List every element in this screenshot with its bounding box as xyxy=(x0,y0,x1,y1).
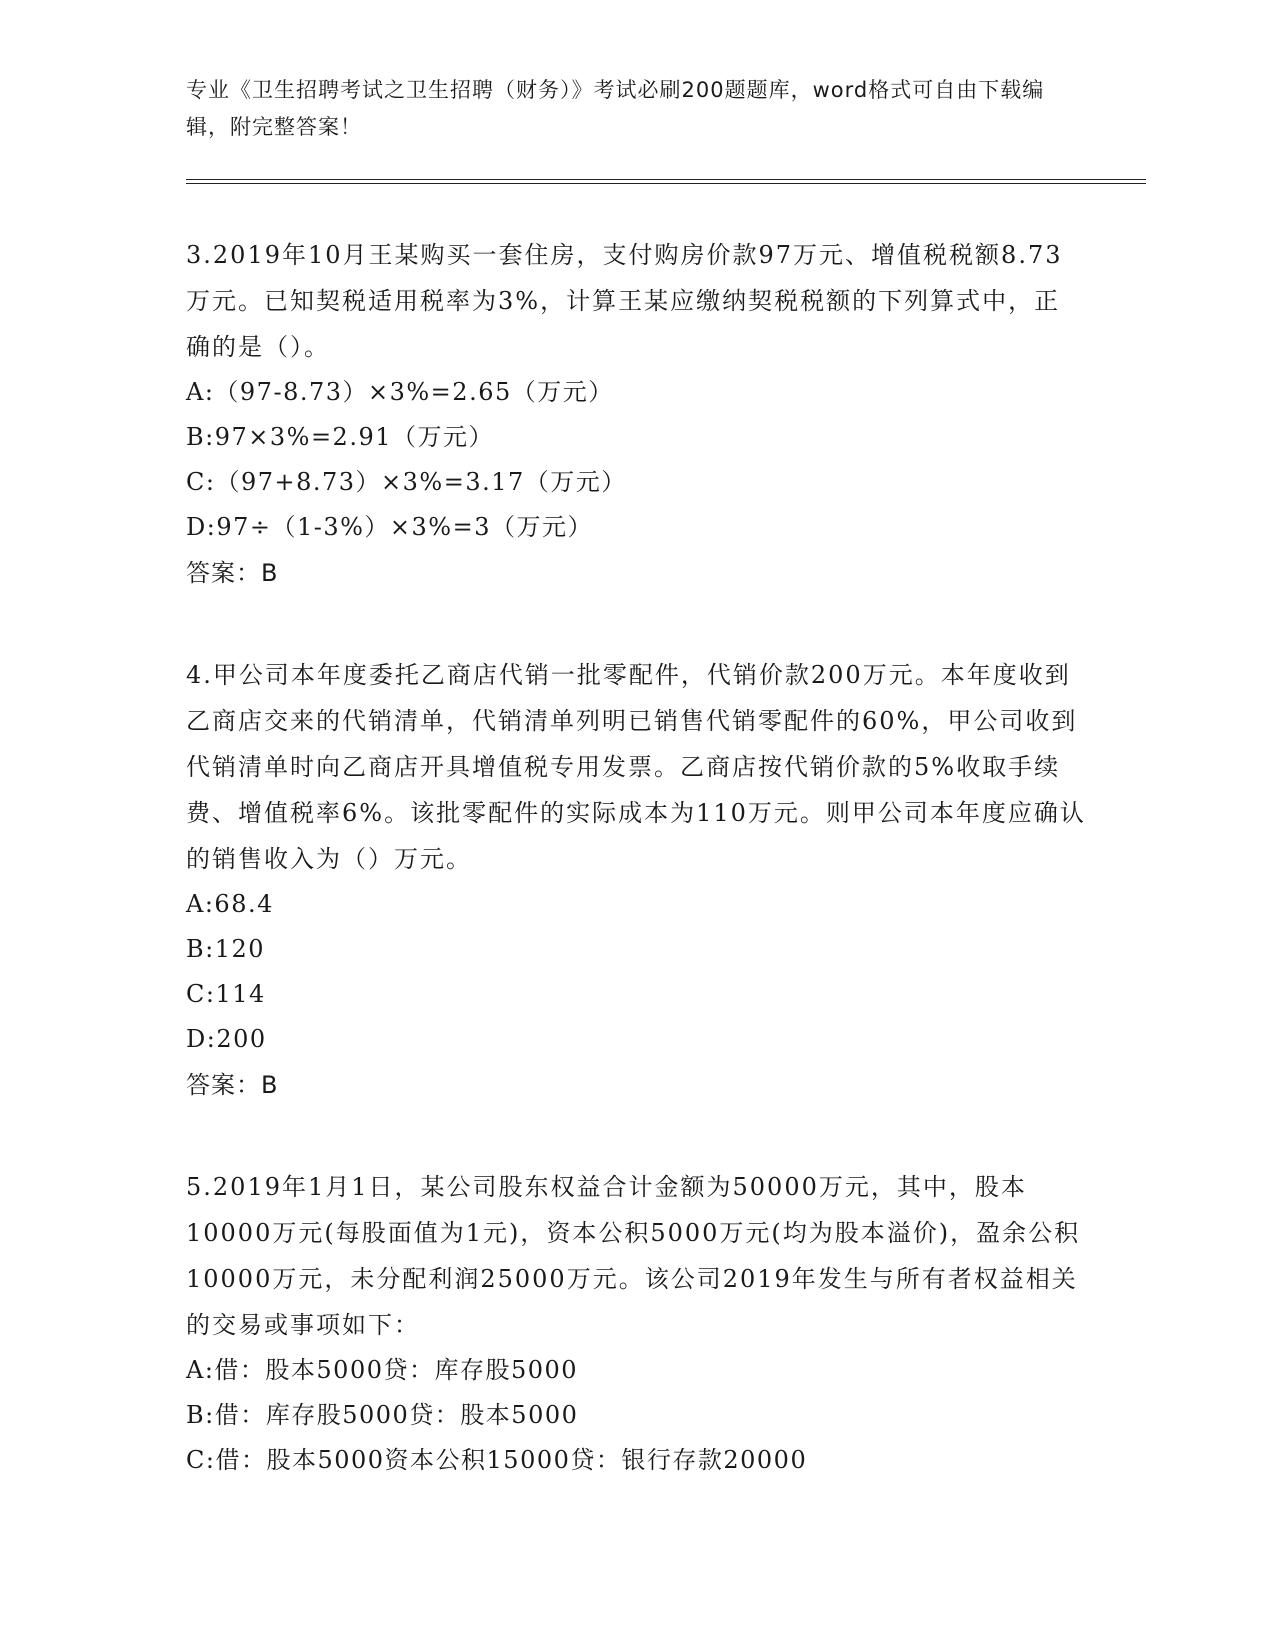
document-header: 专业《卫生招聘考试之卫生招聘（财务）》考试必刷200题题库，word格式可自由下载编辑，附完整答案！ xyxy=(186,78,1045,139)
answer-line: 答案：B xyxy=(186,559,279,587)
option-c: C:114 xyxy=(186,980,266,1008)
option-a: A:（97-8.73）×3%=2.65（万元） xyxy=(186,378,614,406)
option-c: C:借：股本5000资本公积15000贷：银行存款20000 xyxy=(186,1446,808,1474)
question-stem: 4.甲公司本年度委托乙商店代销一批零配件，代销价款200万元。本年度收到乙商店交来的代销清单，代销清单列明已销售代销零配件的60%，甲公司收到代销清单时向乙商店开具增值税专用发票。乙商店按代销价款的5%收取手续费、增值税率6%。该批零配件的实际成本为110万元。则甲公司本年度应确认的销售收入为（）万元。 xyxy=(186,661,1086,873)
question-5 xyxy=(186,1164,1146,1483)
answer-line: 答案：B xyxy=(186,1071,279,1099)
option-c: C:（97+8.73）×3%=3.17（万元） xyxy=(186,468,627,496)
question-3 xyxy=(186,232,1146,596)
option-a: A:68.4 xyxy=(186,890,274,918)
question-4 xyxy=(186,652,1146,1108)
option-d: D:97÷（1-3%）×3%=3（万元） xyxy=(186,513,593,541)
option-a: A:借：股本5000贷：库存股5000 xyxy=(186,1356,579,1384)
option-b: B:借：库存股5000贷：股本5000 xyxy=(186,1401,579,1429)
question-stem: 3.2019年10月王某购买一套住房，支付购房价款97万元、增值税税额8.73万元。已知契税适用税率为3%，计算王某应缴纳契税税额的下列算式中，正确的是（）。 xyxy=(186,241,1063,361)
option-b: B:120 xyxy=(186,935,266,963)
option-d: D:200 xyxy=(186,1025,267,1053)
question-stem: 5.2019年1月1日，某公司股东权益合计金额为50000万元，其中，股本10000万元(每股面值为1元)，资本公积5000万元(均为股本溢价)，盈余公积10000万元，未分配利润25000万元。该公司2019年发生与所有者权益相关的交易或事项如下： xyxy=(186,1173,1081,1339)
option-b: B:97×3%=2.91（万元） xyxy=(186,423,494,451)
header-divider xyxy=(186,179,1146,184)
document-page xyxy=(186,72,1146,1483)
